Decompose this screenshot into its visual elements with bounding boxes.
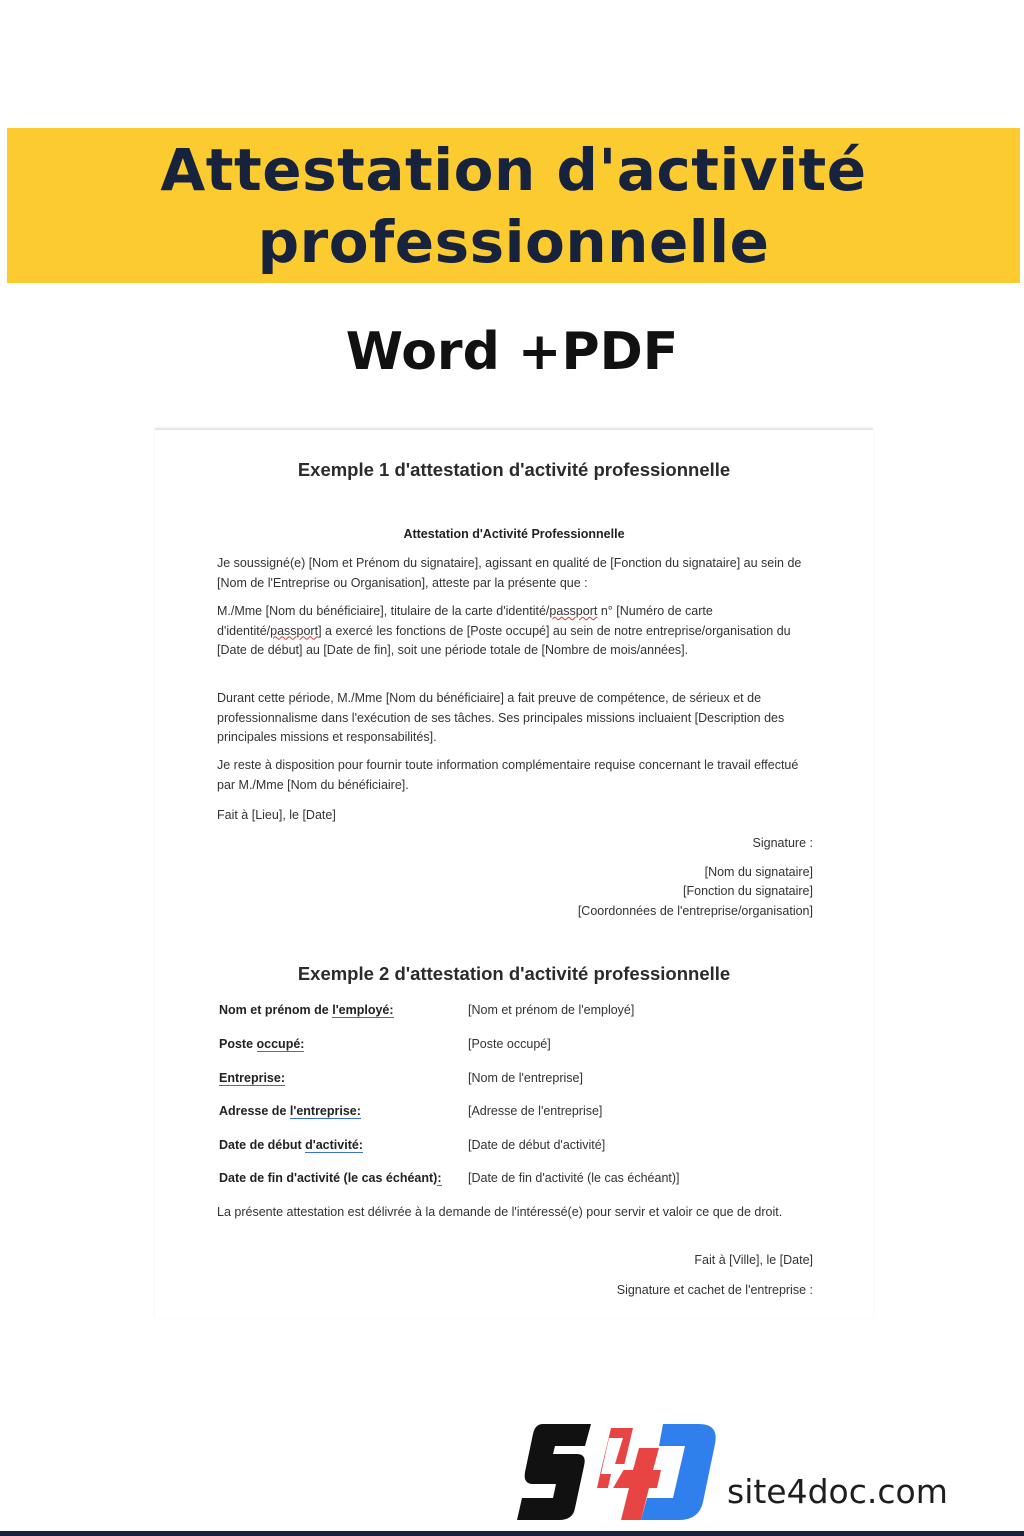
spellcheck-word-2: passport bbox=[270, 623, 319, 638]
paragraph-attestation-purpose: La présente attestation est délivrée à la demande de l'intéressé(e) pour servir et valoir ce que de droit. bbox=[217, 1205, 783, 1219]
paragraph-1: Je soussigné(e) [Nom et Prénom du signataire], agissant en qualité de [Fonction du signataire] au sein de [Nom de l'Entreprise ou Organisation], atteste par la présente que : bbox=[217, 556, 802, 590]
field-value: [Nom et prénom de l'employé] bbox=[468, 1003, 635, 1017]
site-domain: site4doc.com bbox=[727, 1472, 948, 1511]
attestation-heading: Attestation d'Activité Professionnelle bbox=[403, 527, 625, 541]
field-row-start-date bbox=[219, 1138, 819, 1158]
signatory-contact: [Coordonnées de l'entreprise/organisation] bbox=[577, 904, 813, 918]
field-label bbox=[219, 1138, 363, 1152]
format-subtitle: Word +PDF bbox=[345, 322, 679, 382]
field-value: [Date de fin d'activité (le cas échéant)] bbox=[468, 1171, 680, 1185]
field-label-prefix: Poste bbox=[219, 1037, 257, 1051]
field-label-prefix: Date de début bbox=[219, 1138, 306, 1152]
paragraph-2 bbox=[217, 602, 813, 661]
spellcheck-word-1: passport bbox=[549, 604, 598, 618]
field-label-prefix: Adresse de bbox=[219, 1104, 290, 1118]
signatory-function: [Fonction du signataire] bbox=[683, 884, 813, 898]
paragraph-2-part-b: n° [Numéro de carte d'identité/ bbox=[217, 604, 713, 638]
paragraph-2-part-a: M./Mme [Nom du bénéficiaire], titulaire de la carte d'identité/ bbox=[217, 604, 550, 618]
field-row-end-date bbox=[219, 1171, 819, 1191]
field-label bbox=[219, 1003, 394, 1017]
field-label bbox=[219, 1071, 285, 1085]
field-row-position bbox=[219, 1037, 819, 1057]
paragraph-3: Durant cette période, M./Mme [Nom du bénéficiaire] a fait preuve de compétence, de sérieux et de professionnalisme dans l'exécution de ses tâches. Ses principales missions incluaient [Description des principales missions et responsabilités]. bbox=[217, 691, 785, 744]
field-row-company bbox=[219, 1071, 819, 1091]
field-value: [Adresse de l'entreprise] bbox=[468, 1104, 603, 1118]
field-value: [Poste occupé] bbox=[468, 1037, 551, 1051]
fait-line-1: Fait à [Lieu], le [Date] bbox=[217, 808, 336, 822]
paragraph-4: Je reste à disposition pour fournir toute information complémentaire requise concernant le travail effectué par M./Mme [Nom du bénéficiaire]. bbox=[217, 758, 799, 792]
field-label bbox=[219, 1037, 304, 1051]
field-label-underlined: : bbox=[437, 1171, 442, 1185]
example-2-title: Exemple 2 d'attestation d'activité professionnelle bbox=[297, 963, 731, 984]
field-row-employee-name bbox=[219, 1003, 819, 1023]
site4doc-logo bbox=[513, 1418, 723, 1528]
signature-label: Signature : bbox=[752, 836, 813, 850]
field-label-underlined: Entreprise: bbox=[219, 1071, 285, 1085]
field-label-prefix: Nom et prénom de bbox=[219, 1003, 333, 1017]
field-value: [Date de début d'activité] bbox=[468, 1138, 606, 1152]
field-label bbox=[219, 1171, 442, 1185]
signatory-name: [Nom du signataire] bbox=[704, 865, 813, 879]
field-label bbox=[219, 1104, 361, 1118]
title-banner bbox=[7, 128, 1020, 283]
paragraph-2-part-c: ] a exercé les fonctions de [Poste occupé] au sein de notre entreprise/organisation du [Date de début] au [Date de fin], soit une période totale de [Nombre de mois/années]. bbox=[217, 623, 791, 657]
example-1-title: Exemple 1 d'attestation d'activité professionnelle bbox=[297, 459, 731, 480]
field-label-underlined: l'employé: bbox=[332, 1003, 394, 1017]
banner-title-line-2: professionnelle bbox=[257, 207, 770, 276]
field-label-underlined: l'entreprise: bbox=[289, 1104, 361, 1118]
field-label-underlined: d'activité: bbox=[305, 1138, 363, 1152]
field-row-company-address bbox=[219, 1104, 819, 1124]
field-value: [Nom de l'entreprise] bbox=[468, 1071, 583, 1085]
fait-line-2: Fait à [Ville], le [Date] bbox=[694, 1253, 813, 1267]
banner-title-line-1: Attestation d'activité bbox=[160, 135, 867, 204]
field-label-underlined: occupé: bbox=[256, 1037, 305, 1051]
bottom-bar bbox=[0, 1531, 1024, 1536]
document-preview bbox=[155, 428, 873, 1318]
signature-cachet-label: Signature et cachet de l'entreprise : bbox=[616, 1283, 813, 1297]
field-label-prefix: Date de fin d'activité (le cas échéant) bbox=[219, 1171, 438, 1185]
